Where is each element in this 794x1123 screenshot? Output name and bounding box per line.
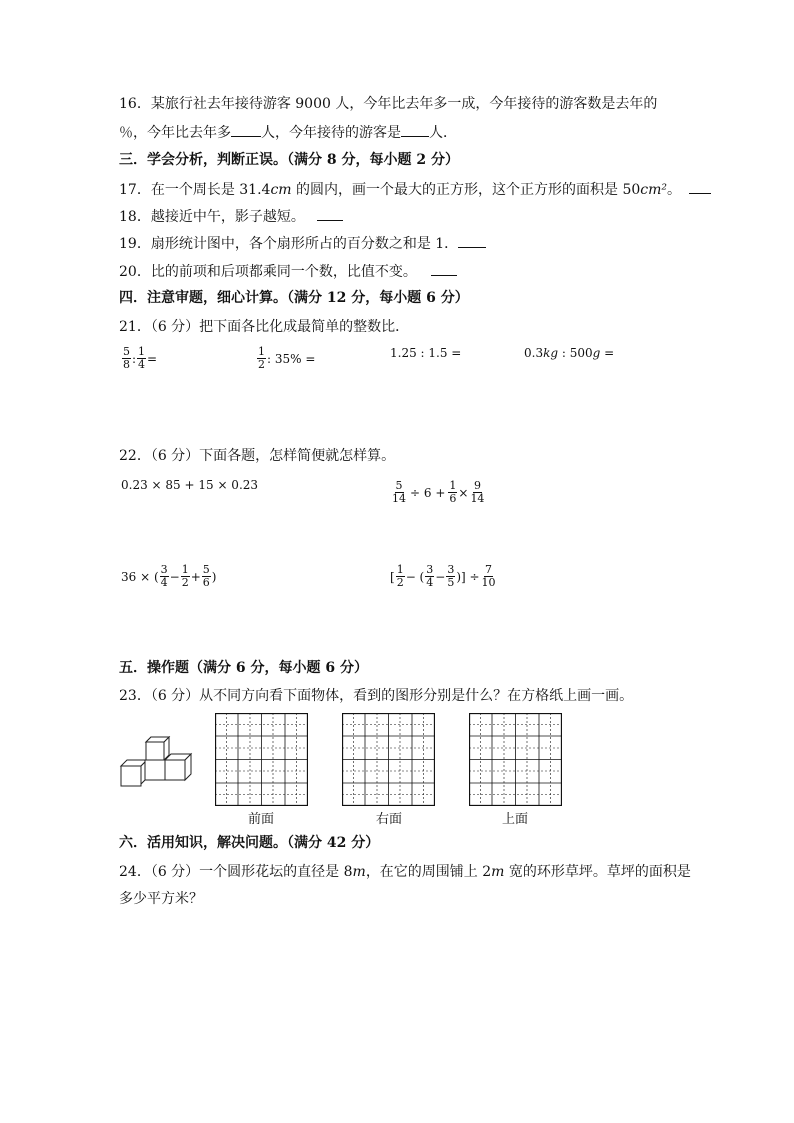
- q16-blank-2[interactable]: [231, 122, 261, 137]
- q18: [119, 206, 343, 227]
- q20: [119, 261, 457, 282]
- q17-unit2: cm²: [640, 182, 668, 198]
- q21-text: 21．（6 分）把下面各比化成最简单的整数比．: [119, 319, 410, 335]
- q16-line2: [119, 122, 457, 143]
- q17-post: 。: [667, 182, 682, 198]
- frac: $\frac{1}{2}$: [396, 563, 404, 589]
- q17-unit1: cm: [270, 182, 292, 198]
- label-top: 上面: [502, 812, 529, 827]
- frac: $\frac{9}{14}$: [470, 479, 485, 505]
- cube-figure: [119, 736, 199, 808]
- frac: $\frac{3}{4}$: [160, 563, 168, 589]
- frac: $\frac{1}{6}$: [449, 479, 457, 505]
- label-front: 前面: [248, 812, 275, 827]
- q21-expr-2: $\frac{1}{2}$ : 35% =: [258, 345, 316, 371]
- q19: [119, 233, 486, 254]
- q22-expr-4: [ $\frac{1}{2}$ − ( $\frac{3}{4}$ − $\frac{3}{5}$ )] ÷ $\frac{7}{10}$: [390, 563, 496, 589]
- q17-blank[interactable]: [689, 179, 711, 194]
- label-right: 右面: [376, 812, 403, 827]
- q22-expr-2: $\frac{5}{14}$ ÷ 6 + $\frac{1}{6}$ × $\frac{9}{14}$: [392, 479, 485, 505]
- q16-blank-3[interactable]: [401, 122, 429, 137]
- q16-line2-a: ％，今年比去年多: [119, 125, 231, 141]
- q21-expr-3: 1.25 : 1.5 =: [390, 346, 462, 360]
- q22-expr-1: 0.23 × 85 + 15 × 0.23: [121, 478, 259, 492]
- section4-title: 四．注意审题，细心计算。（满分 12 分，每小题 6 分）: [119, 290, 469, 306]
- frac: $\frac{5}{8}$: [123, 345, 130, 371]
- q17-mid: 的圆内，画一个最大的正方形，这个正方形的面积是 50: [291, 182, 641, 198]
- frac: $\frac{7}{10}$: [481, 563, 496, 589]
- q20-blank[interactable]: [431, 261, 457, 276]
- section6-title: 六．活用知识，解决问题。（满分 42 分）: [119, 835, 380, 851]
- q18-blank[interactable]: [317, 206, 343, 221]
- grid-right[interactable]: [342, 713, 435, 806]
- grid-top[interactable]: [469, 713, 562, 806]
- q22-expr-3: 36 × ( $\frac{3}{4}$ − $\frac{1}{2}$ + $\frac{5}{6}$ ): [121, 563, 217, 589]
- section3-title: 三．学会分析，判断正误。（满分 8 分，每小题 2 分）: [119, 152, 459, 168]
- q21-expr-1: $\frac{5}{8}$ : $\frac{1}{4}$ =: [123, 345, 158, 371]
- q19-text: 19．扇形统计图中，各个扇形所占的百分数之和是 1．: [119, 236, 459, 252]
- q17-pre: 17．在一个周长是 31.4: [119, 182, 271, 198]
- q22-text: 22．（6 分）下面各题，怎样简便就怎样算。: [119, 448, 396, 464]
- frac: $\frac{1}{2}$: [258, 345, 265, 371]
- q17: [119, 179, 711, 200]
- frac: $\frac{1}{2}$: [181, 563, 189, 589]
- frac: $\frac{3}{4}$: [426, 563, 434, 589]
- q16-line2-b: 人，今年接待的游客是: [261, 125, 401, 141]
- q18-text: 18．越接近中午，影子越短。: [119, 209, 305, 225]
- q24-line2: 多少平方米？: [119, 891, 203, 907]
- frac: $\frac{3}{5}$: [447, 563, 455, 589]
- q21-expr-4: 0.3 kg : 500 g =: [524, 346, 615, 360]
- q23-text: 23．（6 分）从不同方向看下面物体，看到的图形分别是什么？在方格纸上画一画。: [119, 688, 634, 704]
- frac: $\frac{5}{14}$: [392, 479, 406, 505]
- grid-front[interactable]: [215, 713, 308, 806]
- q24-line1: 24．（6 分）一个圆形花坛的直径是 8m，在它的周围铺上 2m 宽的环形草坪。草坪的面积是: [119, 864, 691, 880]
- section5-title: 五．操作题（满分 6 分，每小题 6 分）: [119, 660, 368, 676]
- q16-line1: 16．某旅行社去年接待游客 9000 人，今年比去年多一成，今年接待的游客数是去年的: [119, 96, 658, 112]
- q20-text: 20．比的前项和后项都乘同一个数，比值不变。: [119, 264, 417, 280]
- q19-blank[interactable]: [458, 233, 486, 248]
- frac: $\frac{5}{6}$: [202, 563, 210, 589]
- frac: $\frac{1}{4}$: [138, 345, 146, 371]
- q16-line2-c: 人．: [429, 125, 457, 141]
